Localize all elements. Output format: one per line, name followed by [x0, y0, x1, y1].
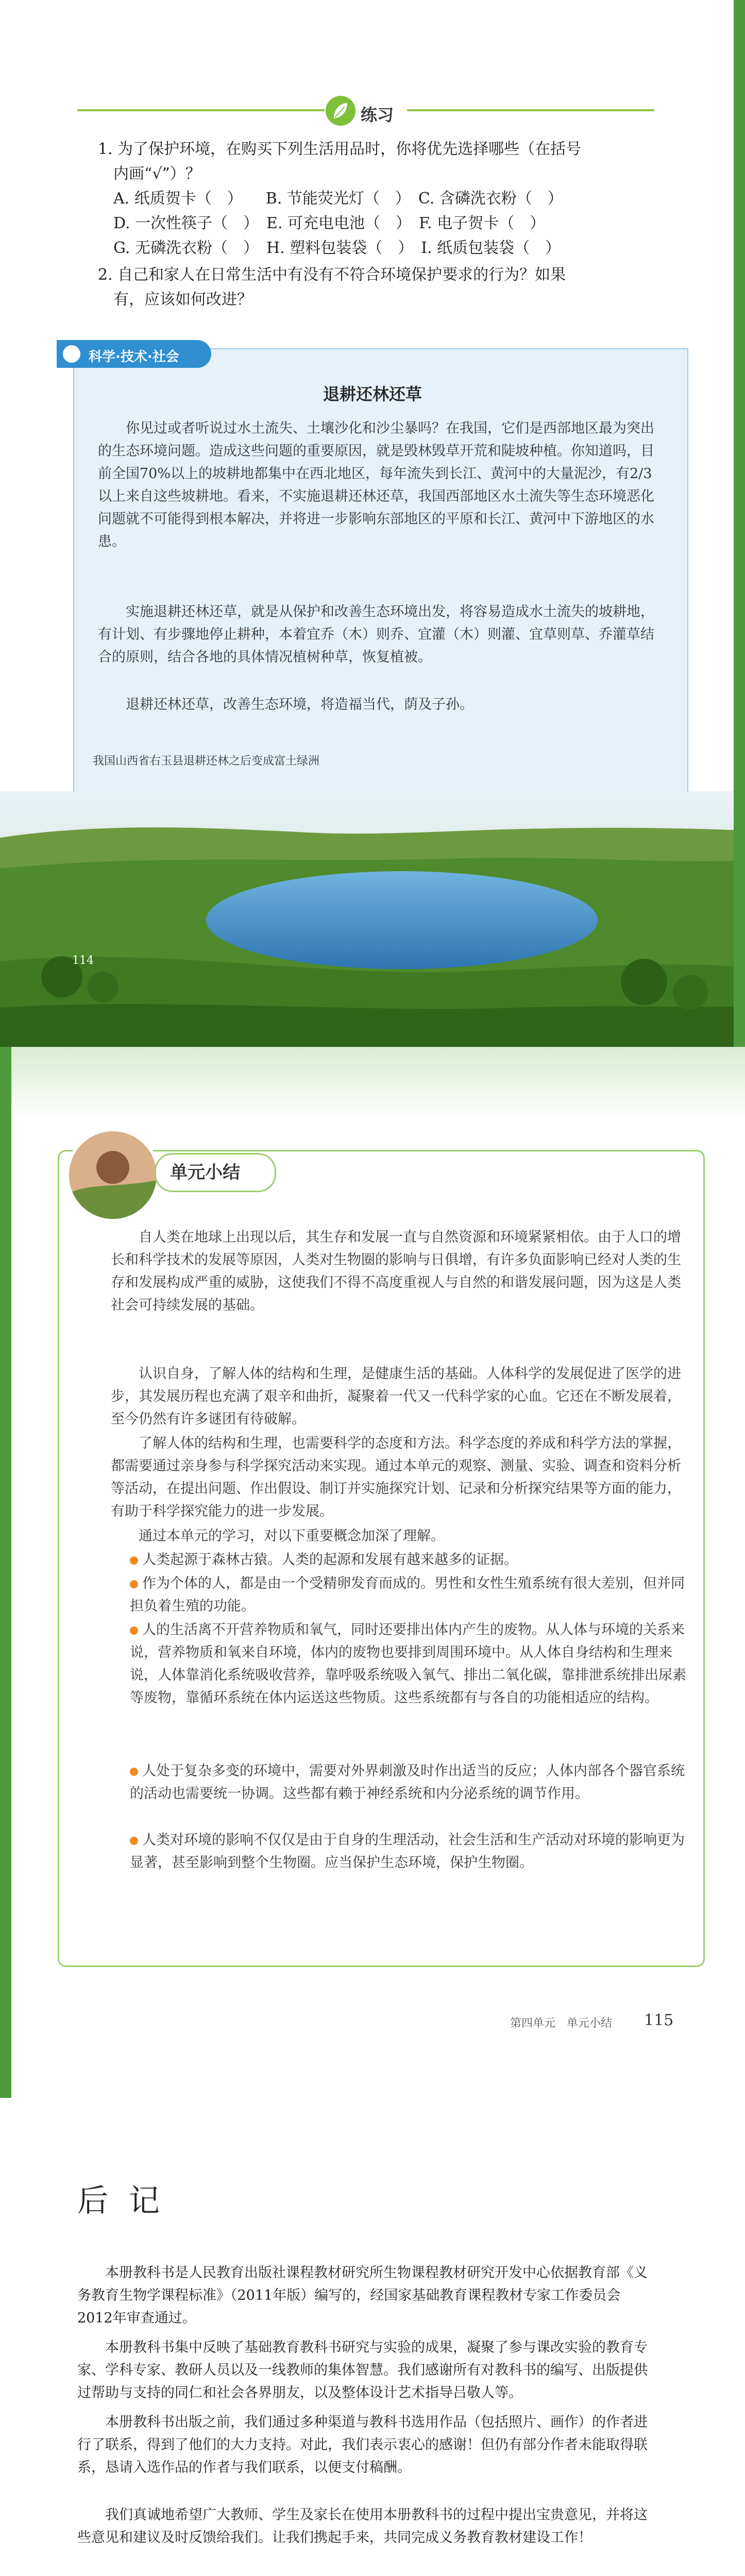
bullet-dot-icon [130, 1626, 138, 1635]
exercise-line: A. 纸质贺卡（ ） B. 节能荧光灯（ ） C. 含磷洗衣粉（ ） [113, 190, 563, 208]
summary-photo [66, 1128, 160, 1222]
summary-bullet-text: 人的生活离不开营养物质和氧气，同时还要排出体内产生的废物。从人体与环境的关系来说，营养物质和氧来自环境，体内的废物也要排到周围环境中。从人体自身结构和生理来说，人体靠消化系统吸收营养，靠呼吸系统吸入氧气、排出二氧化碳，靠排泄系统排出尿素等废物，靠循环系统在体内运送这些物质。这些系统都有与各自的功能相适应的结构。 [130, 1622, 686, 1706]
afterword-title: 后记 [77, 2183, 180, 2219]
info-box [73, 348, 688, 804]
info-box-paragraph: 实施退耕还林还草，就是从保护和改善生态环境出发，将容易造成水土流失的坡耕地，有计划、有步骤地停止耕种，本着宜乔（木）则乔、宜灌（木）则灌、宜草则草、乔灌草结合的原则，结合各地的具体情况植树种草，恢复植被。 [98, 604, 654, 665]
info-box-paragraph: 你见过或者听说过水土流失、土壤沙化和沙尘暴吗？在我国，它们是西部地区最为突出的生态环境问题。造成这些问题的重要原因，就是毁林毁草开荒和陡坡种植。你知道吗，目前全国70%以上的坡耕地都集中在西北地区，每年流失到长江、黄河中的大量泥沙，有2/3以上来自这些坡耕地。看来，不实施退耕还林还草，我国西部地区水土流失等生态环境恶化问题就不可能得到根本解决，并将进一步影响东部地区的平原和长江、黄河中下游地区的水患。 [98, 420, 654, 550]
photo-caption: 我国山西省右玉县退耕还林之后变成富土绿洲 [93, 755, 320, 768]
summary-title: 单元小结 [170, 1162, 240, 1183]
summary-paragraph: 自人类在地球上出现以后，其生存和发展一直与自然资源和环境紧紧相依。由于人口的增长和科学技术的发展等原因，人类对生物圈的影响与日俱增，有许多负面影响已经对人类的生存和发展构成严重的威胁，这使我们不得不高度重视人与自然的和谐发展问题，因为这是人类社会可持续发展的基础。 [111, 1229, 681, 1313]
leaf-icon [326, 96, 355, 126]
afterword-paragraph: 本册教科书集中反映了基础教育教科书研究与实验的成果，凝聚了参与课改实验的教育专家、学科专家、教研人员以及一线教师的集体智慧。我们感谢所有对教科书的编写、出版提供过帮助与支持的同仁和社会各界朋友，以及整体设计艺术指导吕敬人等。 [77, 2340, 648, 2401]
bullet-dot-icon [130, 1580, 138, 1588]
exercise-rule-right [407, 109, 654, 111]
info-box-tab-label: 科学·技术·社会 [89, 349, 179, 365]
page-header-band [11, 1047, 745, 1119]
afterword-paragraph: 我们真诚地希望广大教师、学生及家长在使用本册教科书的过程中提出宝贵意见，并将这些意见和建议及时反馈给我们。让我们携起手来，共同完成义务教育教材建设工作！ [77, 2507, 648, 2546]
exercise-line: 有，应该如何改进？ [113, 291, 252, 309]
summary-paragraph: 认识自身，了解人体的结构和生理，是健康生活的基础。人体科学的发展促进了医学的进步，其发展历程也充满了艰辛和曲折，凝聚着一代又一代科学家的心血。它还在不断发展着，至今仍然有许多谜团有待破解。 [111, 1366, 681, 1427]
bullet-dot-icon [130, 1837, 138, 1845]
exercise-rule-left [77, 109, 325, 111]
summary-bullet-text: 人类对环境的影响不仅仅是由于自身的生理活动，社会生活和生产活动对环境的影响更为显著，甚至影响到整个生物圈。应当保护生态环境，保护生物圈。 [130, 1832, 685, 1871]
summary-bullet [130, 1760, 686, 1805]
summary-paragraph: 通过本单元的学习，对以下重要概念加深了理解。 [139, 1528, 445, 1544]
bullet-dot-icon [130, 1768, 138, 1776]
summary-bullet [130, 1829, 686, 1874]
summary-bullet-text: 人类起源于森林古猿。人类的起源和发展有越来越多的证据。 [142, 1552, 518, 1568]
exercise-line: 内画“√”）？ [113, 165, 201, 183]
exercise-title: 练习 [361, 105, 394, 125]
afterword-paragraph: 本册教科书出版之前，我们通过多种渠道与教科书选用作品（包括照片、画作）的作者进行了联系，得到了他们的大力支持。对此，我们表示衷心的感谢！但仍有部分作者未能取得联系，恳请入选作品的作者与我们联系，以便支付稿酬。 [77, 2414, 648, 2476]
page-edge-bar [0, 1047, 11, 2098]
summary-paragraph: 了解人体的结构和生理，也需要科学的态度和方法。科学态度的养成和科学方法的掌握，都需要通过亲身参与科学探究活动来实现。通过本单元的观察、测量、实验、调查和资料分析等活动，在提出问题、作出假设、制订并实施探究计划、记录和分析探究结果等方面的能力，有助于科学探究能力的进一步发展。 [111, 1435, 681, 1519]
bullet-dot-icon [130, 1556, 138, 1565]
page-footer: 第四单元 单元小结 [510, 2017, 613, 2030]
summary-bullet-text: 作为个体的人，都是由一个受精卵发育而成的。男性和女性生殖系统有很大差别，但并同担负着生殖的功能。 [130, 1575, 685, 1614]
page-number: 114 [72, 954, 94, 967]
exercise-line: G. 无磷洗衣粉（ ） H. 塑料包装袋（ ） I. 纸质包装袋（ ） [113, 239, 561, 257]
landscape-photo [0, 791, 734, 1047]
page-edge-bar [734, 0, 745, 1047]
info-box-paragraph: 退耕还林还草，改善生态环境，将造福当代，荫及子孙。 [126, 697, 473, 713]
atom-icon [63, 345, 80, 363]
exercise-line: D. 一次性筷子（ ） E. 可充电电池（ ） F. 电子贺卡（ ） [113, 214, 546, 232]
exercise-line: 2. 自己和家人在日常生活中有没有不符合环境保护要求的行为？如果 [98, 266, 566, 284]
info-box-title: 退耕还林还草 [323, 384, 422, 404]
summary-bullet-text: 人处于复杂多变的环境中，需要对外界刺激及时作出适当的反应；人体内部各个器官系统的活动也需要统一协调。这些都有赖于神经系统和内分泌系统的调节作用。 [130, 1763, 685, 1802]
exercise-line: 1. 为了保护环境，在购买下列生活用品时，你将优先选择哪些（在括号 [98, 140, 582, 158]
summary-bullet [130, 1549, 686, 1571]
summary-bullet [130, 1572, 686, 1618]
page-number: 115 [644, 2011, 674, 2029]
afterword-paragraph: 本册教科书是人民教育出版社课程教材研究所生物课程教材研究开发中心依据教育部《义务教育生物学课程标准》（2011年版）编写的，经国家基础教育课程教材专家工作委员会2012年审查通过。 [77, 2265, 648, 2326]
summary-bullet [130, 1619, 686, 1709]
